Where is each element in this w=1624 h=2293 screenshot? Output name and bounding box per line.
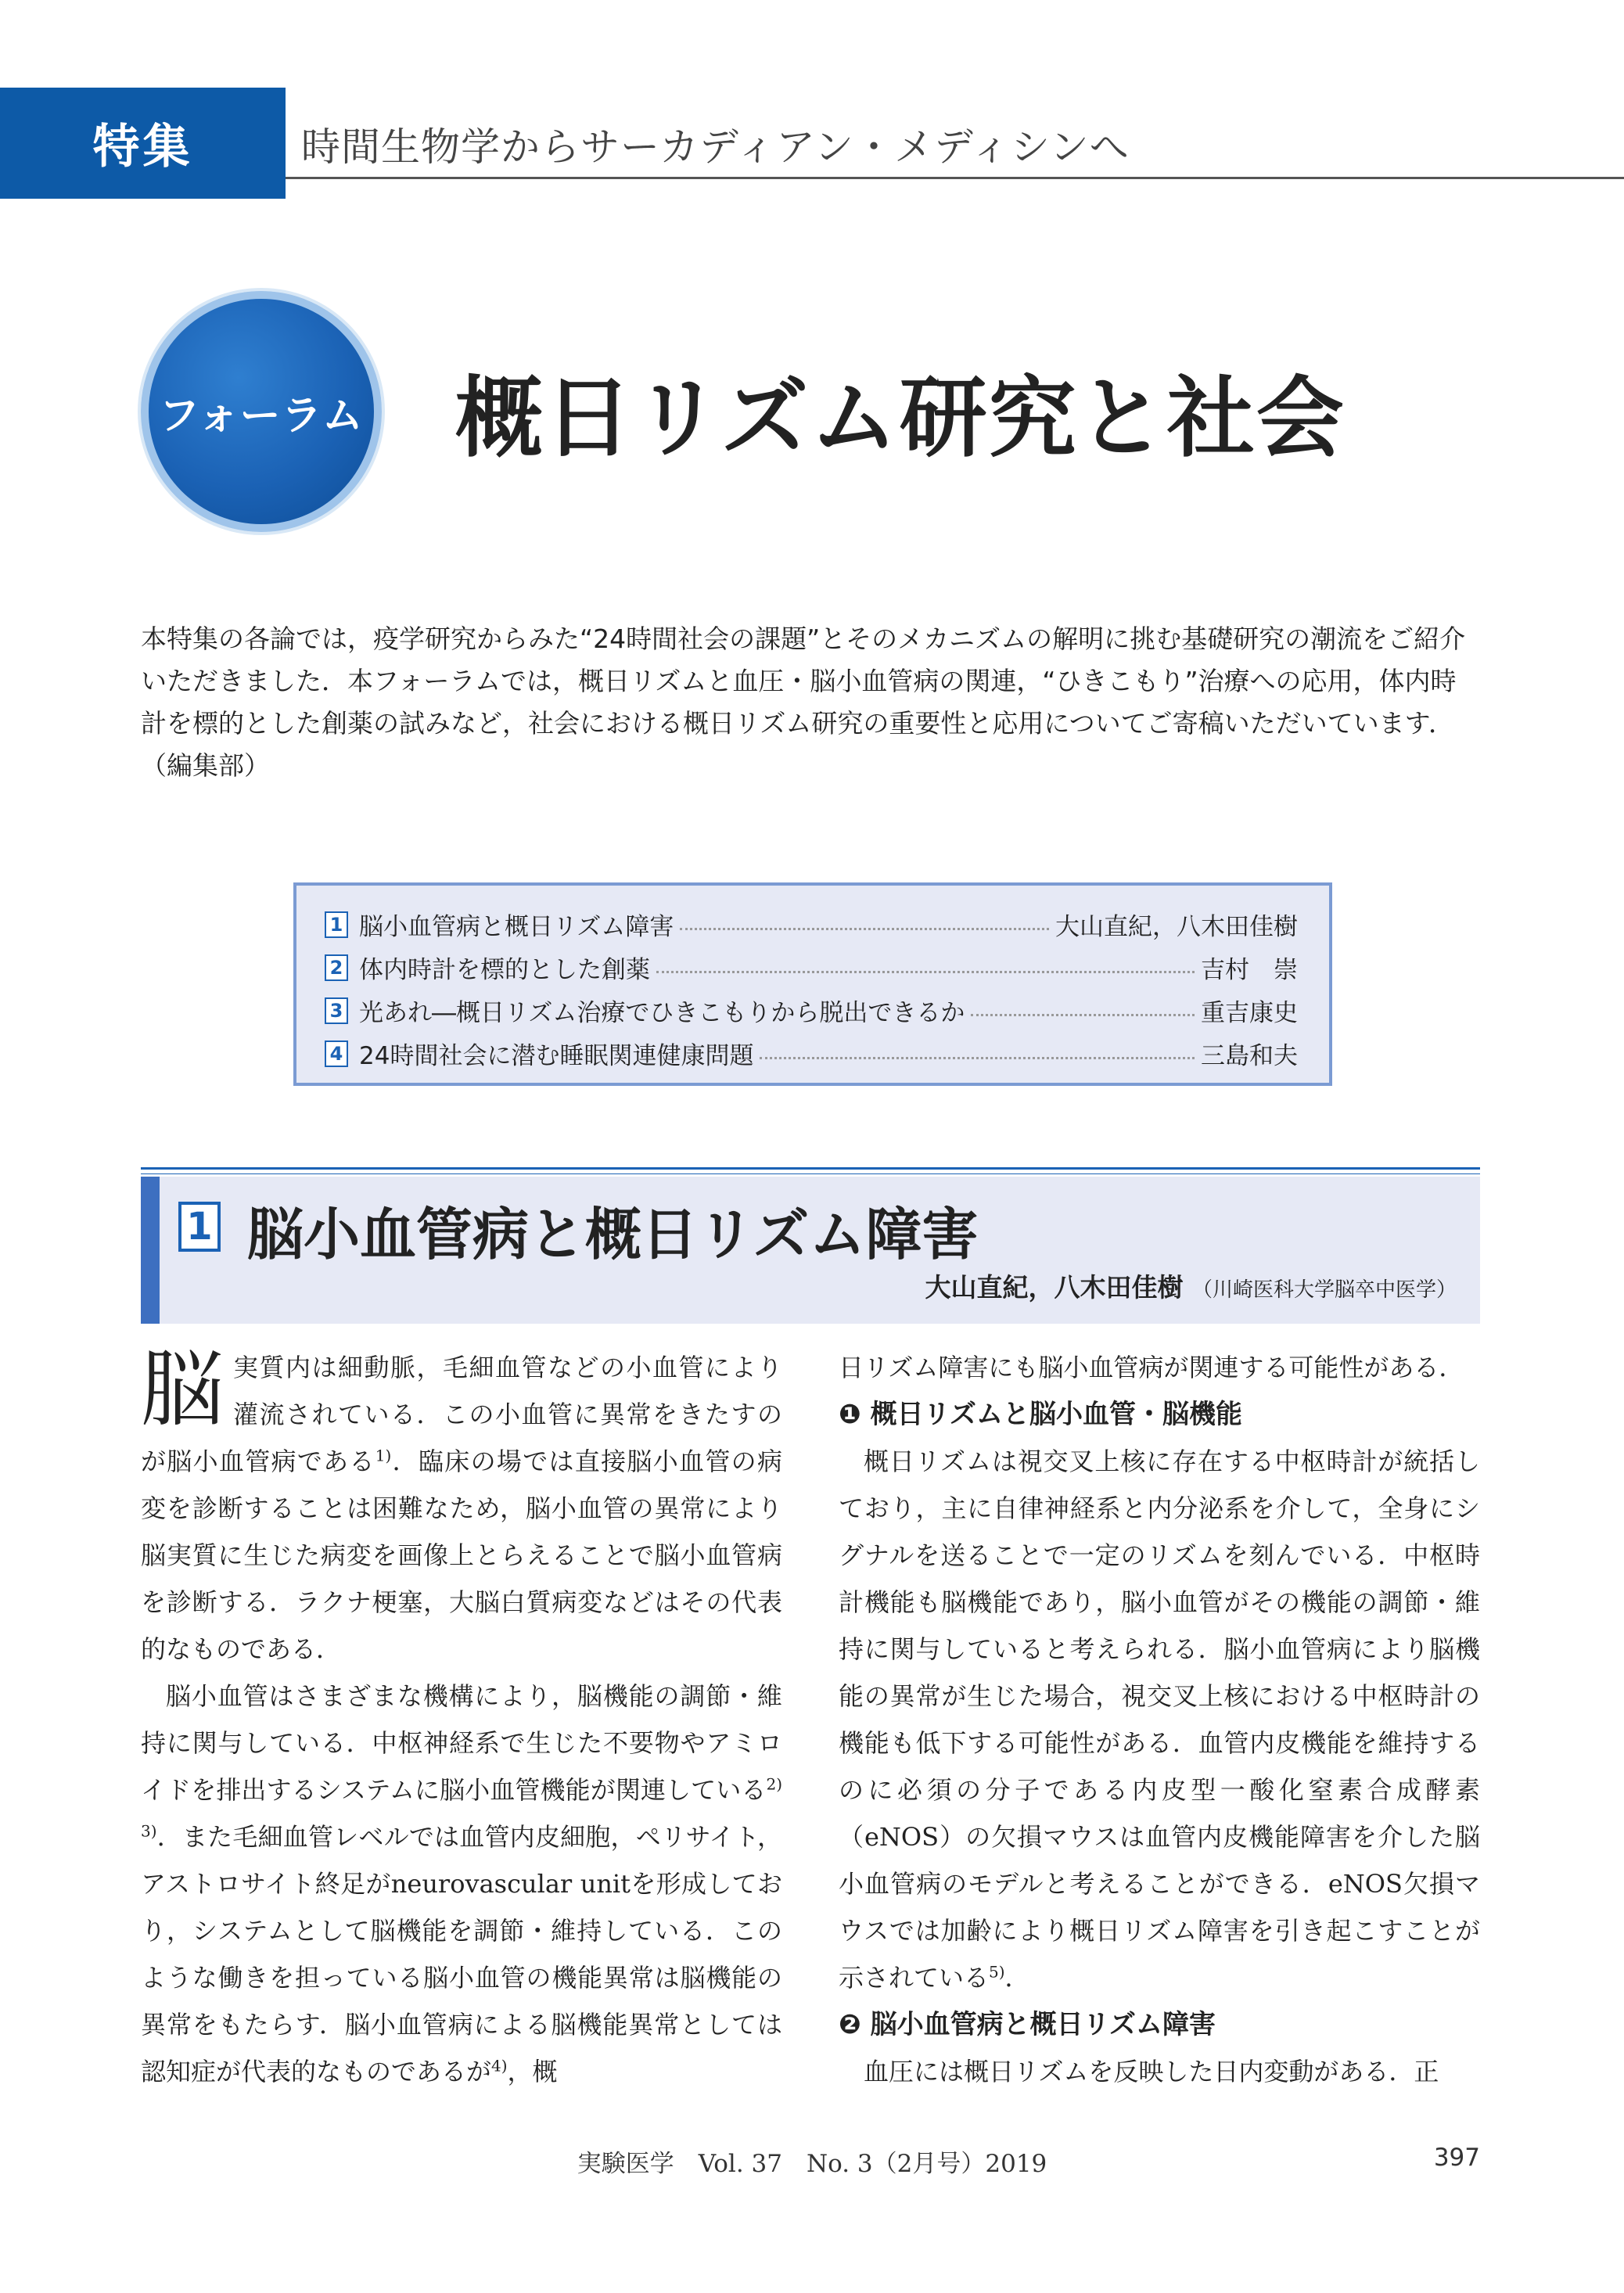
header-rule bbox=[286, 177, 1624, 179]
toc-author: 吉村 崇 bbox=[1201, 956, 1298, 984]
subsection-heading: ❶ 概日リズムと脳小血管・脳機能 bbox=[839, 1399, 1242, 1430]
toc-title: 体内時計を標的とした創薬 bbox=[359, 956, 650, 984]
section-title: 脳小血管病と概日リズム障害 bbox=[247, 1202, 979, 1267]
author-affiliation: （川崎医科大学脳卒中医学） bbox=[1191, 1278, 1457, 1302]
toc-number: 1 bbox=[325, 911, 348, 938]
toc-leader bbox=[971, 1014, 1195, 1016]
toc-leader bbox=[656, 971, 1195, 973]
toc-title: 脳小血管病と概日リズム障害 bbox=[359, 913, 674, 941]
intro-paragraph: 本特集の各論では，疫学研究からみた“24時間社会の課題”とそのメカニズムの解明に挑む基礎研究の潮流をご紹介いただきました．本フォーラムでは，概日リズムと血圧・脳小血管病の関連，“ひきこもり”治療への応用，体内時計を標的とした創薬の試みなど，社会における概日リズム研究の重要性と応用についてご寄稿いただいています．（編集部） bbox=[141, 624, 1466, 781]
toc-number: 3 bbox=[325, 997, 348, 1024]
body-text: ，概 bbox=[507, 2057, 558, 2086]
body-text: 概日リズムは視交叉上核に存在する中枢時計が統括しており，主に自律神経系と内分泌系を介して，全身にシグナルを送ることで一定のリズムを刻んでいる．中枢時計機能も脳機能であり，脳小血管がその機能の調節・維持に関与していると考えられる．脳小血管病により脳機能の異常が生じた場合，視交叉上核における中枢時計の機能も低下する可能性がある．血管内皮機能を維持するのに必須の分子である内皮型一酸化窒素合成酵素（eNOS）の欠損マウスは血管内皮機能障害を介した脳小血管病のモデルと考えることができる．eNOS欠損マウスでは加齢により概日リズム障害を引き起こすことが示されている bbox=[839, 1447, 1480, 1993]
body-text: ． bbox=[1004, 1963, 1030, 1993]
table-of-contents bbox=[293, 882, 1332, 1086]
body-paragraph bbox=[839, 1344, 1480, 1391]
page-title: 概日リズム研究と社会 bbox=[455, 368, 1346, 469]
toc-leader bbox=[760, 1057, 1195, 1059]
subsection-heading: ❷ 脳小血管病と概日リズム障害 bbox=[839, 2009, 1216, 2040]
body-text: 日リズム障害にも脳小血管病が関連する可能性がある． bbox=[839, 1353, 1464, 1382]
toc-item[interactable] bbox=[325, 946, 1298, 989]
toc-item[interactable] bbox=[325, 1032, 1298, 1075]
toc-number: 2 bbox=[325, 954, 348, 981]
journal-footer: 実験医学 Vol. 37 No. 3（2月号）2019 bbox=[577, 2150, 1047, 2178]
body-paragraph bbox=[839, 2048, 1480, 2095]
toc-leader bbox=[680, 928, 1049, 930]
body-text: 脳小血管はさまざまな機構により，脳機能の調節・維持に関与している．中枢神経系で生じた不要物やアミロイドを排出するシステムに脳小血管機能が関連している bbox=[141, 1681, 782, 1805]
section-accent-bar bbox=[141, 1177, 160, 1324]
section-rule bbox=[141, 1167, 1480, 1170]
forum-label: フォーラム bbox=[159, 392, 364, 440]
body-text: 実質内は細動脈，毛細血管などの小血管により灌流されている．この小血管に異常をきたすのが脳小血管病である bbox=[141, 1353, 782, 1476]
body-paragraph bbox=[141, 1673, 782, 2095]
toc-title: 光あれ―概日リズム治療でひきこもりから脱出できるか bbox=[359, 999, 965, 1027]
citation[interactable]: 1) bbox=[375, 1446, 392, 1465]
citation[interactable]: 5) bbox=[989, 1962, 1005, 1982]
drop-cap: 脳 bbox=[141, 1342, 224, 1438]
section-number: 1 bbox=[178, 1202, 221, 1252]
toc-author: 大山直紀，八木田佳樹 bbox=[1055, 913, 1298, 941]
toc-item[interactable] bbox=[325, 903, 1298, 946]
toc-number: 4 bbox=[325, 1040, 348, 1067]
series-title: 時間生物学からサーカディアン・メディシンへ bbox=[301, 124, 1130, 170]
body-column-right bbox=[839, 1344, 1480, 2095]
author-names: 大山直紀，八木田佳樹 bbox=[925, 1272, 1184, 1303]
body-text: 血圧には概日リズムを反映した日内変動がある．正 bbox=[864, 2057, 1439, 2086]
toc-title: 24時間社会に潜む睡眠関連健康問題 bbox=[359, 1042, 754, 1070]
page-number: 397 bbox=[1433, 2144, 1480, 2172]
body-text: ．臨床の場では直接脳小血管の病変を診断することは困難なため，脳小血管の異常により脳実質に生じた病変を画像上とらえることで脳小血管病を診断する．ラクナ梗塞，大脳白質病変などはその代表的なものである． bbox=[141, 1447, 782, 1664]
body-paragraph bbox=[839, 1438, 1480, 2001]
section-authors bbox=[821, 1267, 1457, 1304]
toc-author: 重吉康史 bbox=[1201, 999, 1298, 1027]
section-rule-thin bbox=[141, 1173, 1480, 1174]
feature-badge-label: 特集 bbox=[92, 120, 193, 174]
citation[interactable]: 4) bbox=[491, 2056, 508, 2076]
forum-badge bbox=[141, 291, 382, 532]
body-text: ．また毛細血管レベルでは血管内皮細胞，ペリサイト，アストロサイト終足がneurovascular unitを形成しており，システムとして脳機能を調節・維持している．このような働きを担っている脳小血管の機能異常は脳機能の異常をもたらす．脳小血管病による脳機能異常としては認知症が代表的なものであるが bbox=[141, 1822, 782, 2086]
toc-item[interactable] bbox=[325, 989, 1298, 1032]
citation[interactable]: 2) 3) bbox=[141, 1774, 782, 1841]
body-paragraph bbox=[141, 1344, 782, 1673]
feature-badge bbox=[0, 88, 286, 199]
toc-author: 三島和夫 bbox=[1201, 1042, 1298, 1070]
body-column-left bbox=[141, 1344, 782, 2095]
